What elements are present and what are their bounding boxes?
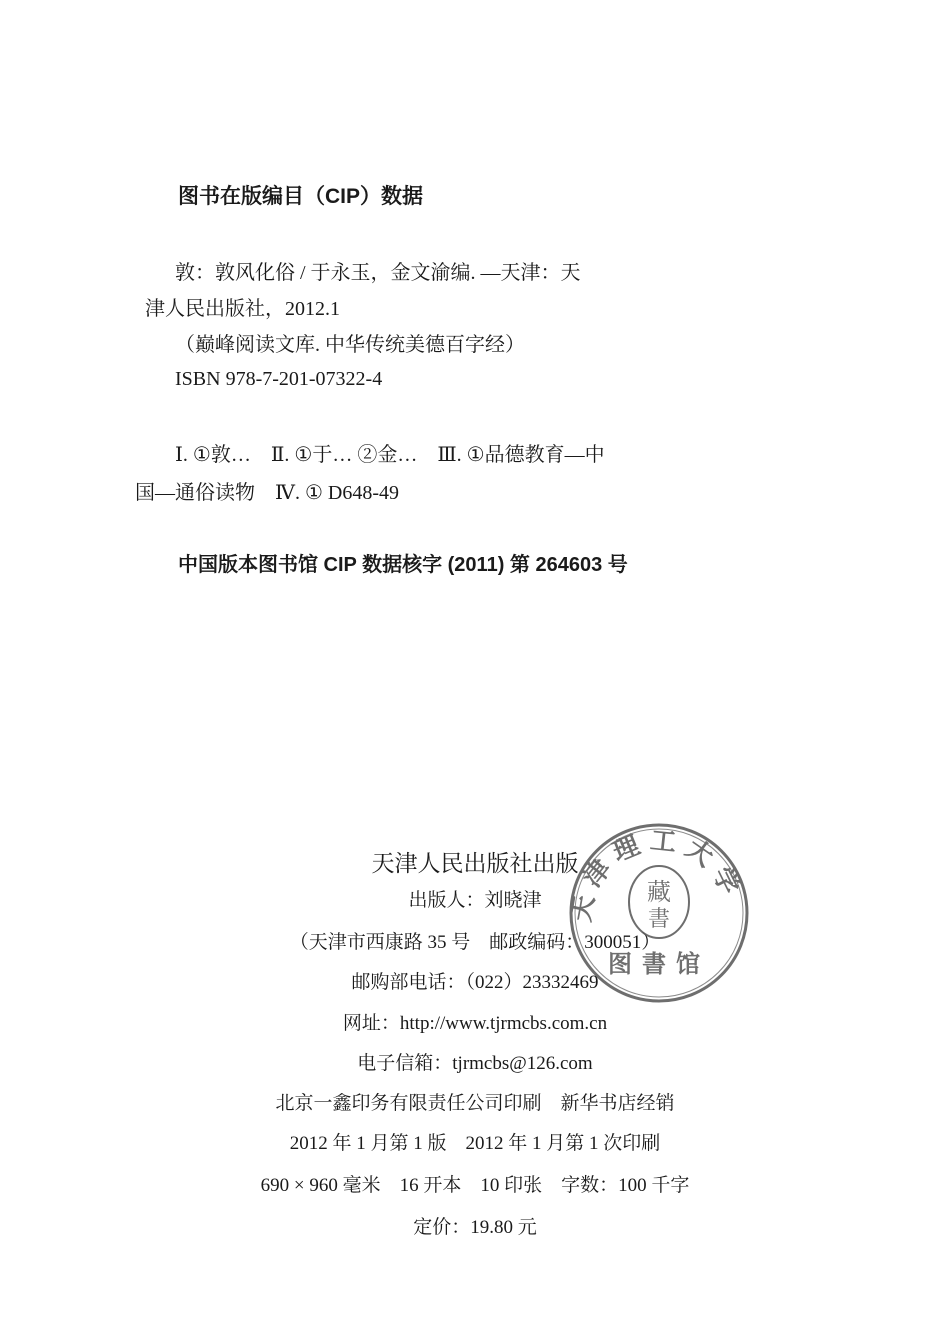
cip-entry-line-1: 敦：敦风化俗 / 于永玉，金文渝编. —天津：天: [175, 262, 581, 284]
cip-entry-line-2: 津人民出版社，2012.1: [145, 298, 340, 320]
svg-text:書: 書: [647, 906, 671, 931]
website: 网址：http://www.tjrmcbs.com.cn: [342, 1013, 608, 1034]
stamp-ring-text: 天津理工大学: [566, 825, 749, 924]
publisher-person: 出版人：刘晓津: [408, 890, 542, 911]
edition-info: 2012 年 1 月第 1 版 2012 年 1 月第 1 次印刷: [289, 1133, 661, 1154]
publisher-name: 天津人民出版社出版: [371, 851, 579, 876]
book-specs: 690 × 960 毫米 16 开本 10 印张 字数：100 千字: [260, 1175, 690, 1196]
printer-distributor: 北京一鑫印务有限责任公司印刷 新华书店经销: [275, 1093, 675, 1114]
cip-series: （巅峰阅读文库. 中华传统美德百字经）: [175, 334, 525, 356]
cip-subjects-line-1: Ⅰ. ①敦… Ⅱ. ①于… ②金… Ⅲ. ①品德教育—中: [175, 444, 605, 466]
library-stamp-icon: [566, 820, 752, 1006]
cip-subjects-line-2: 国—通俗读物 Ⅳ. ① D648-49: [135, 482, 400, 504]
cip-record-number: 中国版本图书馆 CIP 数据核字 (2011) 第 264603 号: [178, 554, 628, 576]
publisher-address: （天津市西康路 35 号 邮政编码：300051）: [289, 932, 661, 953]
email: 电子信箱：tjrmcbs@126.com: [357, 1053, 593, 1074]
stamp-bottom-text: 图書馆: [608, 952, 710, 978]
price: 定价：19.80 元: [413, 1217, 537, 1238]
cip-isbn: ISBN 978-7-201-07322-4: [175, 368, 383, 390]
cip-heading: 图书在版编目（CIP）数据: [178, 185, 424, 208]
stamp-center-text: 藏: [647, 880, 671, 906]
mail-order-phone: 邮购部电话：（022）23332469: [351, 972, 599, 993]
